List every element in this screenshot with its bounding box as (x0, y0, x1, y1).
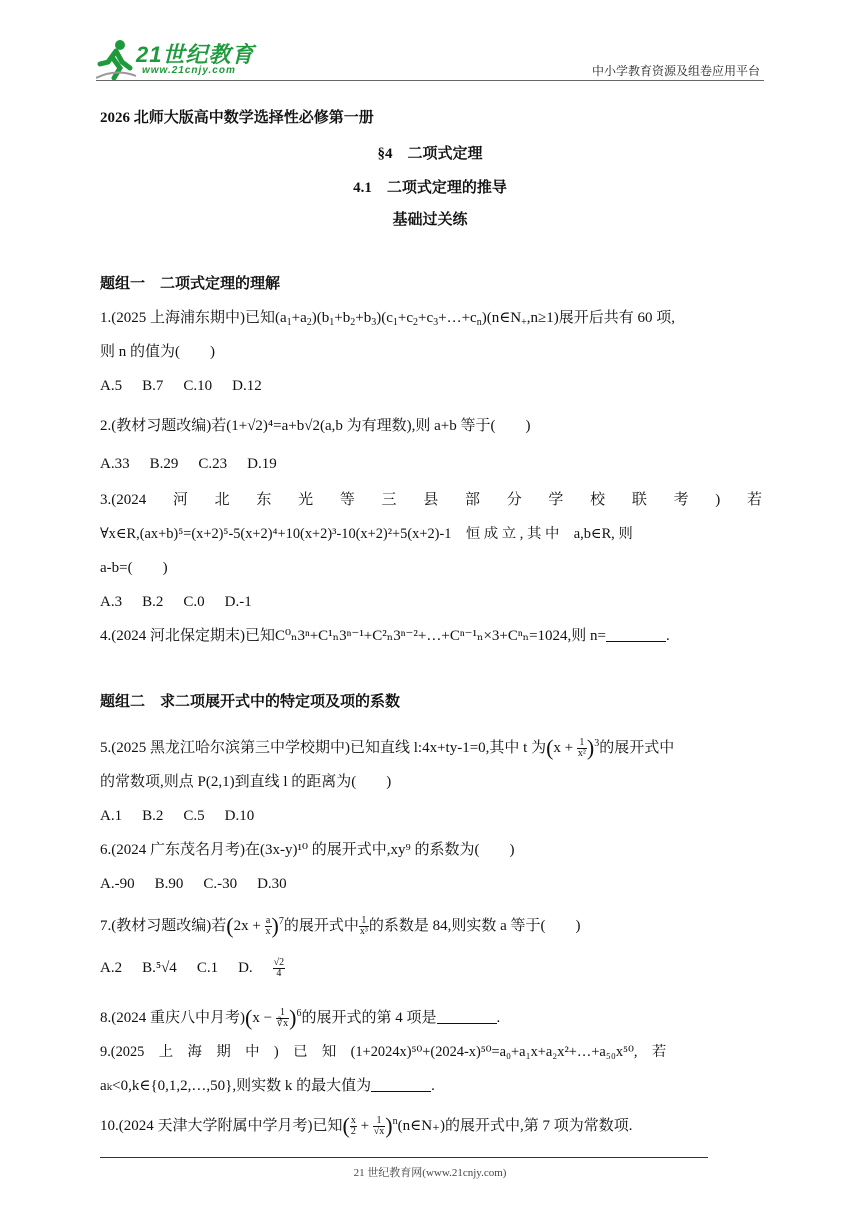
option: C.0 (183, 594, 205, 610)
q5-line1: 5.(2025 黑龙江哈尔滨第三中学校期中)已知直线 l:4x+ty-1=0,其中 t 为(x + $\frac{1}{\text{x²}}$ )$^3$的展开式中 (100, 735, 675, 760)
option: A.5 (100, 378, 123, 394)
q5-line2: 的常数项,则点 P(2,1)到直线 l 的距离为( ) (100, 774, 392, 790)
option: A.33 (100, 456, 130, 472)
logo-url: www.21cnjy.com (142, 65, 236, 76)
q9-line2: aₖ<0,k∈{0,1,2,…,50},则实数 k 的最大值为 . (100, 1078, 435, 1094)
q1-options (100, 376, 762, 396)
q3-line1: 3.(2024 河 北 东 光 等 三 县 部 分 学 校 联 考 ) 若 (100, 492, 762, 508)
q2-options (100, 454, 762, 474)
section-title: §4 二项式定理 (377, 146, 483, 162)
option: D.-1 (224, 594, 252, 610)
option: D. $\frac{√2}{4}$ (238, 957, 285, 980)
option: C.-30 (203, 876, 238, 892)
option: A.1 (100, 808, 123, 824)
book-title: 2026 北师大版高中数学选择性必修第一册 (100, 110, 374, 126)
q6-options (100, 874, 762, 894)
header-platform-name: 中小学教育资源及组卷应用平台 (591, 64, 760, 78)
q1-line2: 则 n 的值为( ) (100, 344, 215, 360)
option: D.10 (224, 808, 255, 824)
runner-icon (96, 38, 136, 82)
option: B.7 (142, 378, 164, 394)
option: C.5 (183, 808, 205, 824)
q3-line2: ∀x∈R,(ax+b)⁵=(x+2)⁵-5(x+2)⁴+10(x+2)³-10(x+2)²+5(x+2)-1 恒 成 立 , 其 中 a,b∈R, 则 (100, 526, 633, 542)
group2-title: 题组二 求二项展开式中的特定项及项的系数 (100, 694, 401, 710)
footer-text: 21 世纪教育网(www.21cnjy.com) (353, 1167, 507, 1179)
q6-line: 6.(2024 广东茂名月考)在(3x-y)¹⁰ 的展开式中,xy⁹ 的系数为( ) (100, 842, 515, 858)
q4-line: 4.(2024 河北保定期末)已知C⁰ₙ3ⁿ+C¹ₙ3ⁿ⁻¹+C²ₙ3ⁿ⁻²+…+Cⁿ⁻¹ₙ×3+Cⁿₙ=1024,则 n= . (100, 628, 670, 644)
option: D.30 (257, 876, 287, 892)
q9-line1: 9.(2025 上 海 期 中 ) 已 知 (1+2024x)⁵⁰+(2024-x)⁵⁰=a₀+a₁x+a₂x²+…+a₅₀x⁵⁰, 若 (100, 1044, 667, 1060)
option: B.⁵√4 (142, 960, 177, 976)
q7-line: 7.(教材习题改编)若(2x + $\frac{a}{x}$ )$^7$的展开式中 $\frac{1}{\text{x³}}$ 的系数是 84,则实数 a 等于( ) (100, 913, 581, 938)
exercise-title: 基础过关练 (392, 212, 468, 228)
answer-blank (371, 1077, 431, 1092)
answer-blank (437, 1009, 497, 1024)
q5-options (100, 806, 762, 826)
option: A.3 (100, 594, 123, 610)
option: D.19 (247, 456, 277, 472)
option: B.2 (142, 808, 164, 824)
option: D.12 (232, 378, 262, 394)
option: A.2 (100, 960, 123, 976)
option: B.90 (154, 876, 184, 892)
footer-divider (100, 1157, 708, 1158)
option: C.10 (183, 378, 213, 394)
option: B.2 (142, 594, 164, 610)
option: C.23 (198, 456, 228, 472)
q3-options (100, 592, 762, 612)
header-divider (96, 80, 764, 81)
option: A.-90 (100, 876, 135, 892)
q2-line: 2.(教材习题改编)若(1+√2)⁴=a+b√2(a,b 为有理数),则 a+b 等于( ) (100, 418, 531, 434)
logo-text: 21世纪教育 (136, 42, 255, 67)
site-logo (96, 38, 266, 84)
option: B.29 (149, 456, 179, 472)
subsection-title: 4.1 二项式定理的推导 (353, 180, 507, 196)
q10-line: 10.(2024 天津大学附属中学月考)已知( $\frac{x}{2}$ + $\frac{1}{√x}$ )$^n$(n∈N₊)的展开式中,第 7 项为常数项. (100, 1113, 633, 1138)
q7-options (100, 958, 762, 979)
q8-line: 8.(2024 重庆八中月考)(x − $\frac{1}{∛x}$ )$^6$的展开式的第 4 项是 . (100, 1005, 501, 1030)
q1-line1: 1.(2025 上海浦东期中)已知$(a_1+a_2)(b_1+b_2+b_3)(c_1+c_2+c_3+\dots+c_n)(n\in N_+,n\ge 1)$展开后共有 60 项, (100, 310, 676, 328)
q3-line3: a-b=( ) (100, 560, 168, 576)
group1-title: 题组一 二项式定理的理解 (100, 276, 281, 292)
answer-blank (606, 627, 666, 642)
option: C.1 (196, 960, 219, 976)
